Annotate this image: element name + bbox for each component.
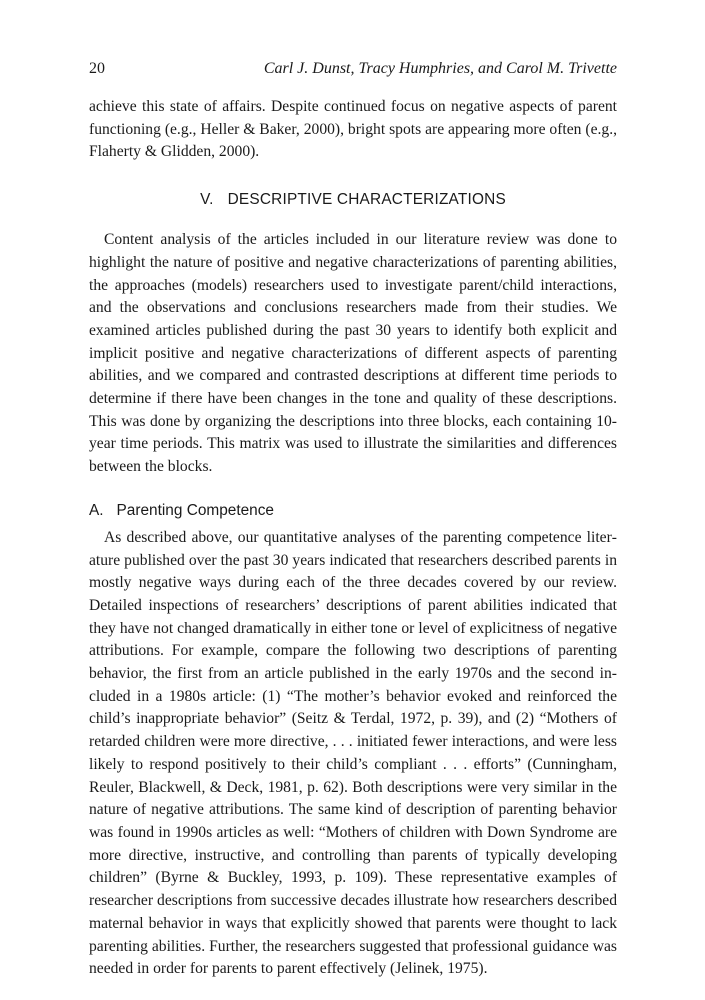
section-number: V. (200, 191, 214, 209)
subsection-title: Parenting Competence (116, 501, 274, 519)
section-heading (89, 191, 617, 209)
section-title: DESCRIPTIVE CHARACTERIZATIONS (227, 191, 506, 209)
page-number: 20 (89, 60, 105, 77)
subsection-paragraph: As described above, our quantitative analyses of the parenting competence literature published over the past 30 years indicated that researchers described parents in mostly negative ways during each of the three decades covered by our review. Detailed inspections of researchers’ descriptions of parent abilities indicated that they have not changed dramatically in either tone or level of explicitness of negative attributions. For example, compare the following two descriptions of parenting behavior, the first from an article published in the early 1970s and the second included in a 1980s article: (1) “The mother’s behavior evoked and reinforced the child’s inappropriate behavior” (Seitz & Terdal, 1972, p. 39), and (2) “Mothers of retarded children were more directive, . . . initiated fewer interactions, and were less likely to respond positively to their child’s compliant . . . efforts” (Cunningham, Reuler, Blackwell, & Deck, 1981, p. 62). Both descriptions were very similar in the nature of negative attributions. The same kind of description of parenting behavior was found in 1990s articles as well: “Mothers of children with Down Syndrome are more directive, instructive, and controlling than parents of typically developing children” (Byrne & Buckley, 1993, p. 109). These representative examples of researcher descriptions from successive decades illustrate how researchers described maternal behavior in ways that explicitly showed that parents were thought to lack parenting abilities. Further, the researchers suggested that professional guidance was needed in order for parents to parent effectively (Jelinek, 1975). (89, 528, 617, 978)
continued-paragraph: achieve this state of affairs. Despite continued focus on negative aspects of parent functioning (e.g., Heller & Baker, 2000), bright spots are appearing more often (e.g., Flaherty & Glidden, 2000). (89, 98, 617, 161)
section-paragraph: Content analysis of the articles included in our literature review was done to highlight the nature of positive and negative characterizations of parenting abilities, the approaches (models) researchers used to investigate parent/child interactions, and the observations and conclusions researchers made from their studies. We examined articles published during the past 30 years to identify both explicit and implicit positive and negative characterizations of different aspects of parenting abilities, and we compared and contrasted descriptions at different time periods to determine if there have been changes in the tone and quality of these descriptions. This was done by organizing the descriptions into three blocks, each containing 10-year time periods. This matrix was used to illustrate the similarities and differences between the blocks. (89, 231, 617, 476)
subsection-letter: A. (89, 501, 104, 519)
subsection-heading (89, 502, 617, 520)
running-header (89, 60, 617, 84)
running-title: Carl J. Dunst, Tracy Humphries, and Carol M. Trivette (263, 60, 617, 77)
document-page (89, 60, 617, 981)
